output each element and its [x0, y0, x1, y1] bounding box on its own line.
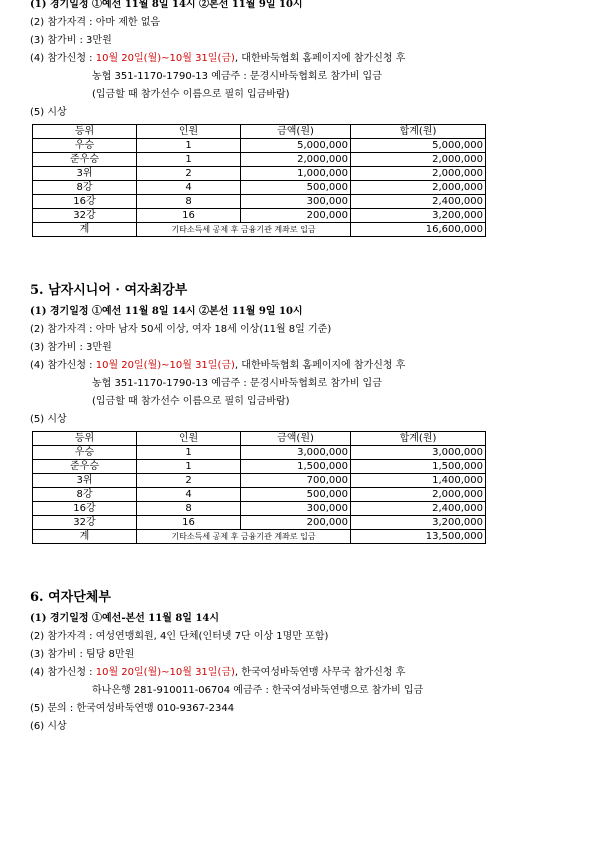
table-row	[33, 167, 486, 181]
cell-rank: 3위	[33, 167, 137, 181]
bank-account-line	[30, 70, 570, 88]
table-row	[33, 181, 486, 195]
table-row	[33, 153, 486, 167]
cell-total: 2,400,000	[351, 502, 486, 516]
cell-amount: 300,000	[241, 502, 351, 516]
header-count: 인원	[137, 432, 241, 446]
cell-rank: 우승	[33, 446, 137, 460]
awards-label: (6) 시상	[30, 721, 67, 732]
fee-line	[30, 648, 570, 666]
schedule-line	[30, 0, 570, 16]
header-amount: 금액(원)	[241, 125, 351, 139]
schedule-text: (1) 경기일정 ①예선 11월 8일 14시 ②본선 11월 9일 10시	[30, 306, 303, 317]
prize-table	[32, 124, 486, 237]
cell-count: 16	[137, 209, 241, 223]
cell-total: 2,000,000	[351, 488, 486, 502]
eligibility-text: (2) 참가자격 : 여성연맹회원, 4인 단체(인터넷 7단 이상 1명만 포함)	[30, 631, 329, 642]
deposit-note-line	[30, 88, 570, 106]
registration-line	[30, 666, 570, 684]
cell-amount: 3,000,000	[241, 446, 351, 460]
table-row	[33, 460, 486, 474]
cell-rank: 32강	[33, 516, 137, 530]
fee-line	[30, 341, 570, 359]
cell-count: 8	[137, 502, 241, 516]
cell-count: 16	[137, 516, 241, 530]
cell-total-label: 계	[33, 223, 137, 237]
registration-text: , 대한바둑협회 홈페이지에 참가신청 후	[234, 360, 406, 371]
registration-label: (4) 참가신청 :	[30, 667, 96, 678]
section-6	[30, 588, 570, 738]
cell-rank: 8강	[33, 488, 137, 502]
cell-count: 1	[137, 153, 241, 167]
cell-rank: 우승	[33, 139, 137, 153]
cell-count: 4	[137, 488, 241, 502]
header-total: 합계(원)	[351, 432, 486, 446]
cell-rank: 3위	[33, 474, 137, 488]
header-total: 합계(원)	[351, 125, 486, 139]
table-row	[33, 139, 486, 153]
bank-account-text: 농협 351-1170-1790-13 예금주 : 문경시바둑협회로 참가비 입금	[92, 378, 382, 389]
table-row	[33, 195, 486, 209]
cell-total-note: 기타소득세 공제 후 금융기관 계좌로 입금	[137, 530, 351, 544]
cell-amount: 200,000	[241, 209, 351, 223]
cell-rank: 16강	[33, 195, 137, 209]
cell-total-label: 계	[33, 530, 137, 544]
cell-total: 2,400,000	[351, 195, 486, 209]
cell-total: 2,000,000	[351, 153, 486, 167]
schedule-text: (1) 경기일정 ①예선-본선 11월 8일 14시	[30, 613, 220, 624]
eligibility-line	[30, 323, 570, 341]
fee-line	[30, 34, 570, 52]
cell-amount: 300,000	[241, 195, 351, 209]
cell-total: 3,200,000	[351, 209, 486, 223]
cell-total: 1,500,000	[351, 460, 486, 474]
cell-total: 1,400,000	[351, 474, 486, 488]
cell-total: 5,000,000	[351, 139, 486, 153]
table-row	[33, 502, 486, 516]
schedule-text: (1) 경기일정 ①예선 11월 8일 14시 ②본선 11월 9일 10시	[30, 0, 303, 10]
cell-grand-total: 16,600,000	[351, 223, 486, 237]
table-row	[33, 516, 486, 530]
bank-account-line	[30, 377, 570, 395]
section-4-details	[30, 0, 570, 237]
registration-text: , 한국여성바둑연맹 사무국 참가신청 후	[234, 667, 406, 678]
deposit-note-text: (입금할 때 참가선수 이름으로 필히 입금바람)	[92, 89, 290, 100]
cell-count: 1	[137, 460, 241, 474]
awards-label: (5) 시상	[30, 107, 67, 118]
registration-label: (4) 참가신청 :	[30, 360, 96, 371]
registration-period: 10월 20일(월)~10월 31일(금)	[95, 360, 235, 371]
cell-amount: 500,000	[241, 488, 351, 502]
table-total-row	[33, 223, 486, 237]
cell-rank: 32강	[33, 209, 137, 223]
cell-total: 3,200,000	[351, 516, 486, 530]
eligibility-line	[30, 16, 570, 34]
table-row	[33, 209, 486, 223]
header-count: 인원	[137, 125, 241, 139]
cell-total: 2,000,000	[351, 167, 486, 181]
cell-amount: 1,500,000	[241, 460, 351, 474]
cell-total: 3,000,000	[351, 446, 486, 460]
fee-text: (3) 참가비 : 3만원	[30, 342, 112, 353]
cell-count: 8	[137, 195, 241, 209]
prize-table-header	[33, 432, 486, 446]
table-total-row	[33, 530, 486, 544]
cell-amount: 2,000,000	[241, 153, 351, 167]
cell-rank: 준우승	[33, 153, 137, 167]
inquiry-line	[30, 702, 570, 720]
awards-label: (5) 시상	[30, 414, 67, 425]
header-amount: 금액(원)	[241, 432, 351, 446]
eligibility-line	[30, 630, 570, 648]
registration-period: 10월 20일(월)~10월 31일(금)	[95, 53, 235, 64]
registration-text: , 대한바둑협회 홈페이지에 참가신청 후	[234, 53, 406, 64]
table-row	[33, 446, 486, 460]
cell-count: 1	[137, 139, 241, 153]
fee-text: (3) 참가비 : 3만원	[30, 35, 112, 46]
cell-total-note: 기타소득세 공제 후 금융기관 계좌로 입금	[137, 223, 351, 237]
registration-line	[30, 52, 570, 70]
section-title: 6. 여자단체부	[30, 590, 111, 605]
awards-line	[30, 413, 570, 431]
cell-count: 1	[137, 446, 241, 460]
cell-grand-total: 13,500,000	[351, 530, 486, 544]
registration-line	[30, 359, 570, 377]
registration-period: 10월 20일(월)~10월 31일(금)	[95, 667, 235, 678]
bank-account-text: 하나은행 281-910011-06704 예금주 : 한국여성바둑연맹으로 참가비 입금	[92, 685, 424, 696]
header-rank: 등위	[33, 432, 137, 446]
deposit-note-text: (입금할 때 참가선수 이름으로 필히 입금바람)	[92, 396, 290, 407]
eligibility-text: (2) 참가자격 : 아마 남자 50세 이상, 여자 18세 이상(11월 8일 기준)	[30, 324, 332, 335]
header-rank: 등위	[33, 125, 137, 139]
document-page	[30, 0, 570, 738]
section-title: 5. 남자시니어 · 여자최강부	[30, 283, 188, 298]
cell-count: 2	[137, 167, 241, 181]
fee-text: (3) 참가비 : 팀당 8만원	[30, 649, 135, 660]
deposit-note-line	[30, 395, 570, 413]
bank-account-text: 농협 351-1170-1790-13 예금주 : 문경시바둑협회로 참가비 입금	[92, 71, 382, 82]
schedule-line	[30, 305, 570, 323]
cell-amount: 5,000,000	[241, 139, 351, 153]
section-5	[30, 281, 570, 544]
awards-line	[30, 720, 570, 738]
cell-rank: 16강	[33, 502, 137, 516]
schedule-line	[30, 612, 570, 630]
cell-amount: 200,000	[241, 516, 351, 530]
bank-account-line	[30, 684, 570, 702]
cell-rank: 준우승	[33, 460, 137, 474]
cell-amount: 500,000	[241, 181, 351, 195]
registration-label: (4) 참가신청 :	[30, 53, 96, 64]
inquiry-text: (5) 문의 : 한국여성바둑연맹 010-9367-2344	[30, 703, 235, 714]
table-row	[33, 474, 486, 488]
prize-table	[32, 431, 486, 544]
cell-amount: 1,000,000	[241, 167, 351, 181]
cell-rank: 8강	[33, 181, 137, 195]
awards-line	[30, 106, 570, 124]
cell-count: 2	[137, 474, 241, 488]
eligibility-text: (2) 참가자격 : 아마 제한 없음	[30, 17, 161, 28]
table-row	[33, 488, 486, 502]
cell-amount: 700,000	[241, 474, 351, 488]
cell-total: 2,000,000	[351, 181, 486, 195]
prize-table-header	[33, 125, 486, 139]
cell-count: 4	[137, 181, 241, 195]
